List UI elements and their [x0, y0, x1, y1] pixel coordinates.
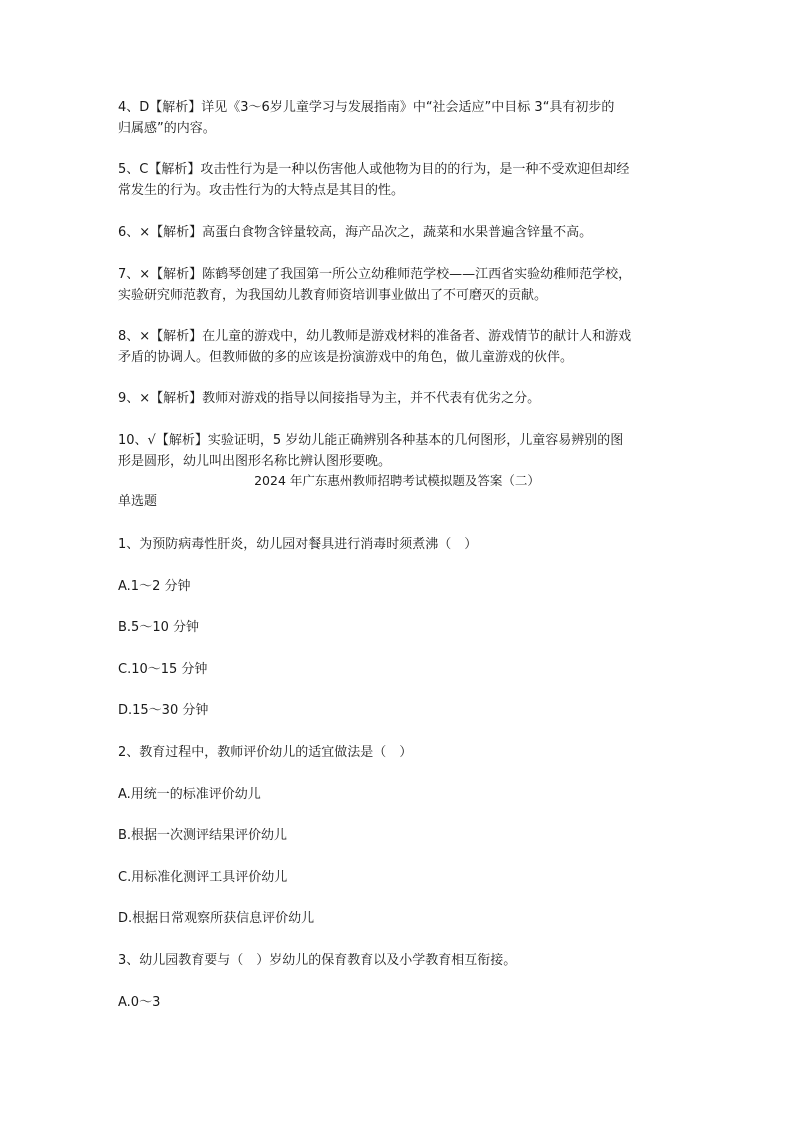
- answer-8: [118, 326, 678, 368]
- question-2-option-b: B.根据一次测评结果评价幼儿: [118, 828, 288, 843]
- question-1-option-b: B.5～10 分钟: [118, 620, 199, 635]
- answer-4-line1: 4、D【解析】详见《3～6岁儿童学习与发展指南》中“社会适应”中目标 3“具有初步的: [118, 100, 615, 115]
- answer-4: [118, 97, 678, 139]
- answer-7-line2: 实验研究师范教育，为我国幼儿教育师资培训事业做出了不可磨灭的贡献。: [118, 288, 548, 303]
- answer-8-line1: 8、×【解析】在儿童的游戏中，幼儿教师是游戏材料的准备者、游戏情节的献计人和游戏: [118, 329, 632, 344]
- question-2-option-c: C.用标准化测评工具评价幼儿: [118, 870, 288, 885]
- answer-4-line2: 归属感”的内容。: [118, 121, 216, 136]
- question-2-stem: 2、教育过程中，教师评价幼儿的适宜做法是（ ）: [118, 745, 413, 760]
- question-1-option-c: C.10～15 分钟: [118, 662, 208, 677]
- section-label: 单选题: [118, 494, 158, 509]
- answer-5-line1: 5、C【解析】攻击性行为是一种以伤害他人或他物为目的的行为，是一种不受欢迎但却经: [118, 162, 630, 177]
- answer-10: [118, 430, 678, 472]
- answer-5: [118, 159, 678, 201]
- question-3-stem: 3、幼儿园教育要与（ ）岁幼儿的保育教育以及小学教育相互衔接。: [118, 953, 517, 968]
- answer-6: 6、×【解析】高蛋白食物含锌量较高，海产品次之，蔬菜和水果普遍含锌量不高。: [118, 225, 593, 240]
- question-1-option-d: D.15～30 分钟: [118, 703, 209, 718]
- question-1-stem: 1、为预防病毒性肝炎，幼儿园对餐具进行消毒时须煮沸（ ）: [118, 537, 478, 552]
- question-2-option-a: A.用统一的标准评价幼儿: [118, 787, 261, 802]
- question-1-option-a: A.1～2 分钟: [118, 579, 191, 594]
- answer-5-line2: 常发生的行为。攻击性行为的大特点是其目的性。: [118, 183, 405, 198]
- answer-7-line1: 7、×【解析】陈鹤琴创建了我国第一所公立幼稚师范学校——江西省实验幼稚师范学校，: [118, 267, 632, 282]
- answer-10-line1: 10、√【解析】实验证明，5 岁幼儿能正确辨别各种基本的几何图形，儿童容易辨别的图: [118, 433, 624, 448]
- question-3-option-a: A.0～3: [118, 995, 161, 1010]
- question-2-option-d: D.根据日常观察所获信息评价幼儿: [118, 911, 315, 926]
- answer-8-line2: 矛盾的协调人。但教师做的多的应该是扮演游戏中的角色，做儿童游戏的伙伴。: [118, 350, 574, 365]
- answer-7: [118, 264, 678, 306]
- answer-9: 9、×【解析】教师对游戏的指导以间接指导为主，并不代表有优劣之分。: [118, 391, 541, 406]
- answer-10-line2: 形是圆形，幼儿叫出图形名称比辨认图形要晚。: [118, 454, 392, 469]
- exam-title: 2024 年广东惠州教师招聘考试模拟题及答案（二）: [254, 473, 540, 488]
